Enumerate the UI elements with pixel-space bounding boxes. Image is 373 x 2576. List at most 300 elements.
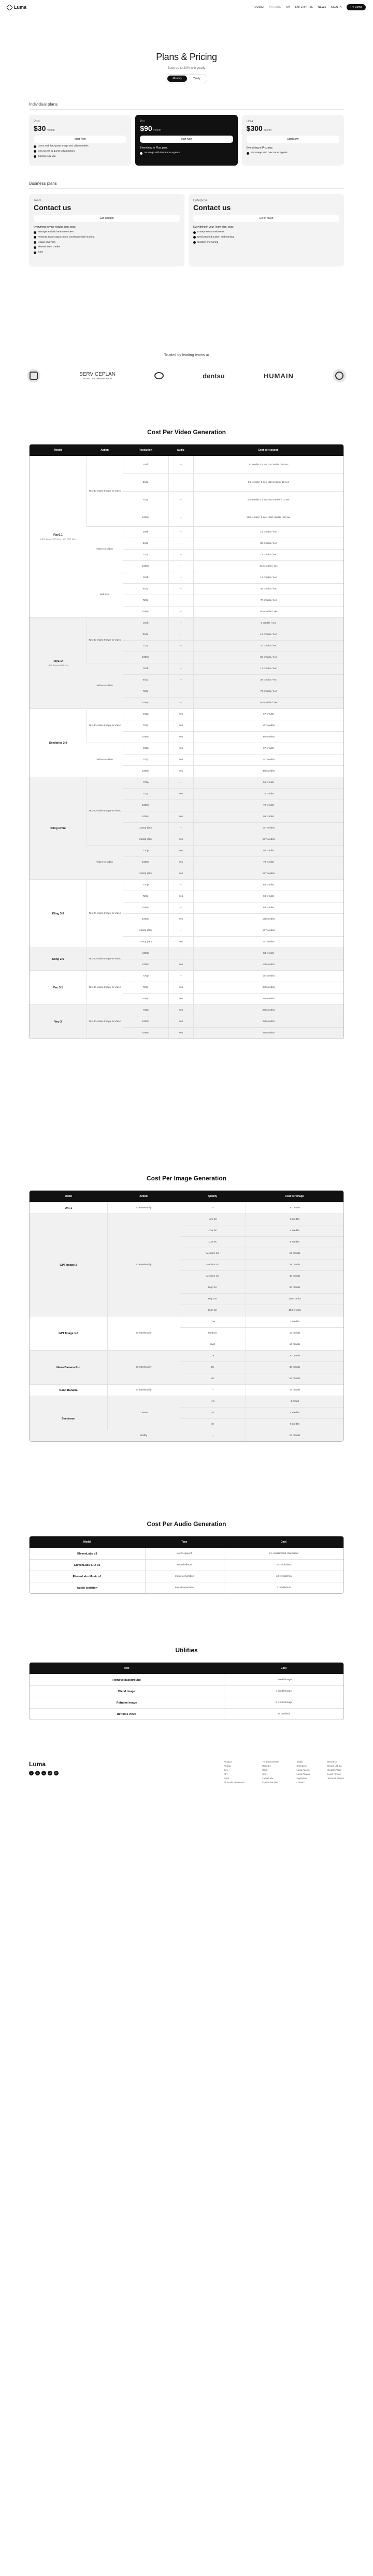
audio-cell: – (168, 640, 193, 652)
plan-tier: Enterprise (193, 199, 208, 202)
column-header: Quality (180, 1191, 246, 1202)
feature-text: Manage and add team members (38, 231, 74, 233)
quality-cell: 4K (180, 1418, 246, 1430)
feature-item (34, 251, 180, 254)
feature-text: Custom fine-tuning (197, 241, 219, 244)
audio-cell: – (168, 800, 193, 811)
footer-link[interactable]: Terms of Service (327, 1777, 344, 1780)
audio-cell: – (168, 686, 193, 697)
top-nav (0, 0, 373, 14)
feature-text: Shared team credits (38, 246, 60, 249)
check-icon (34, 241, 36, 244)
cost-cell: 197 credits (193, 822, 343, 834)
audio-cell: – (168, 629, 193, 640)
audio-cell: – (168, 970, 193, 982)
column-header: Cost per Image (246, 1191, 343, 1202)
cost-cell: 4 credits (246, 1407, 343, 1418)
model-name: Ray3.14 (52, 659, 64, 663)
table-row (30, 1384, 343, 1396)
resolution-cell: Draft (123, 617, 168, 629)
cost-cell: 3 credits (246, 1213, 343, 1225)
plan-note: Everything in Pro, plus: (246, 146, 274, 150)
footer-link[interactable]: Inspiration (296, 1777, 307, 1780)
quality-cell: – (180, 1430, 246, 1441)
quality-cell: – (180, 1384, 246, 1396)
resolution-cell: 540p (123, 473, 168, 491)
nav-news[interactable]: NEWS (318, 6, 326, 9)
cost-cell: 3 credits (246, 1316, 343, 1327)
nav-product[interactable]: PRODUCT (251, 6, 265, 9)
footer-link[interactable]: Ray3.14 (262, 1765, 271, 1767)
audio-cell: Yes (168, 1016, 193, 1027)
resolution-cell: 1080p (123, 765, 168, 777)
cost-cell: 288 credits (193, 1016, 343, 1027)
resolution-cell: 720p (123, 640, 168, 652)
cost-cell: 67 credits (193, 743, 343, 754)
column-header: Model (30, 1191, 107, 1202)
nav-sign-in[interactable]: SIGN IN (331, 6, 342, 9)
feature-item (140, 152, 233, 155)
check-icon (193, 241, 196, 244)
resolution-cell: 720p (123, 549, 168, 560)
plan-headline: Contact us (193, 203, 231, 212)
feature-item (193, 236, 339, 239)
footer-link[interactable]: Luma Photon (296, 1773, 310, 1775)
price-unit: /month (263, 129, 272, 132)
feature-item (34, 236, 180, 239)
model-cell (30, 617, 87, 708)
cost-cell: 198 credits (246, 1305, 343, 1316)
column-header: Cost (224, 1663, 343, 1674)
business-plans-title: Business plans (29, 181, 57, 186)
audio-cell: – (168, 526, 193, 538)
video-pricing-title: Cost Per Video Generation (147, 428, 226, 436)
audio-cell: – (168, 595, 193, 606)
cost-cell: 348 credits (193, 731, 343, 743)
value-cell: text-to-speech (145, 1548, 224, 1559)
cost-cell: 147 credits (193, 720, 343, 731)
cost-cell: 50 credits (193, 845, 343, 856)
social-links (29, 1771, 59, 1775)
value-cell: 21 credits/1000 characters (224, 1548, 343, 1559)
table-row (30, 708, 343, 720)
cost-cell: 60 credits / sec (193, 652, 343, 663)
resolution-cell: 720p (123, 982, 168, 993)
table-row (30, 1708, 343, 1720)
table-row (30, 1582, 343, 1593)
nav-enterprise[interactable]: ENTERPRISE (295, 6, 313, 9)
quality-cell: 1K (180, 1350, 246, 1361)
resolution-cell: 720p (123, 686, 168, 697)
quality-cell: 2K (180, 1407, 246, 1418)
resolution-cell: 720p (123, 788, 168, 800)
hero (0, 14, 373, 83)
social-in-icon[interactable]: in (41, 1771, 46, 1775)
footer-link[interactable]: Enterprise (296, 1765, 307, 1767)
resolution-cell: 1080p (123, 913, 168, 925)
audio-cell: – (168, 879, 193, 891)
model-cell (30, 1202, 107, 1213)
social-yt-icon[interactable]: YT (48, 1771, 52, 1775)
toggle-yearly[interactable]: Yearly (193, 77, 200, 80)
cost-cell: 38 credits / sec (193, 674, 343, 686)
resolution-cell: 480p (123, 708, 168, 720)
footer-link[interactable]: Try Luma Dream (262, 1760, 279, 1763)
mazda-logo-icon (154, 372, 164, 379)
resolution-cell: 720p (123, 970, 168, 982)
name-cell: ElevenLabs SFX v2 (30, 1559, 145, 1571)
model-name: Uni-1 (65, 1206, 72, 1210)
crest-logo-icon (333, 369, 346, 382)
check-icon (34, 251, 36, 254)
resolution-cell: 540p (123, 629, 168, 640)
model-cell (30, 1350, 107, 1384)
footer-column (224, 1760, 245, 1785)
cost-cell: 6 credits (246, 1236, 343, 1248)
model-name: Kling Omni (50, 826, 66, 830)
model-cell (30, 1004, 87, 1039)
business-cards (29, 194, 344, 267)
model-name: Nano Banana (59, 1388, 78, 1392)
resolution-cell: 1080p (123, 560, 168, 572)
quality-cell: 2K (180, 1361, 246, 1373)
image-pricing-table (29, 1190, 344, 1442)
audio-pricing-title: Cost Per Audio Generation (147, 1520, 226, 1528)
footer-link[interactable]: All Product Research (223, 1781, 245, 1784)
audio-cell: – (168, 509, 193, 526)
resolution-cell: 2160p (4K) (123, 834, 168, 845)
model-name: Nano Banana Pro (56, 1366, 80, 1369)
audio-cell: – (168, 902, 193, 913)
table-row (30, 1202, 343, 1213)
footer-link[interactable]: API (223, 1773, 227, 1775)
resolution-cell: 1080p (123, 731, 168, 743)
resolution-cell: 1080p (123, 652, 168, 663)
table-row (30, 1674, 343, 1685)
cost-cell: 288 credits (193, 1004, 343, 1016)
audio-cell: – (168, 925, 193, 936)
serviceplan-logo: SERVICEPLAN HOUSE OF COMMUNICATION (79, 372, 116, 380)
cost-cell: 30 credits (246, 1361, 343, 1373)
cost-cell: 30 credits (246, 1350, 343, 1361)
cost-cell: 96 credits (193, 891, 343, 902)
table-row (30, 777, 343, 788)
value-cell: 1 credit/image (224, 1685, 343, 1697)
feature-text: Enterprise commitments (197, 231, 224, 233)
check-icon (193, 236, 196, 239)
audio-cell: – (168, 697, 193, 708)
resolution-cell: 2160p (4K) (123, 868, 168, 879)
audio-cell: Yes (168, 982, 193, 993)
feature-text: Get access to guest collaborators (38, 150, 75, 153)
model-cell (30, 1213, 107, 1316)
action-cell: Modify (107, 1430, 180, 1441)
model-cell (30, 1396, 107, 1441)
footer-column (327, 1760, 344, 1785)
footer-link[interactable]: Ray3 (223, 1777, 229, 1780)
audio-cell: – (168, 456, 193, 473)
audio-cell: Yes (168, 868, 193, 879)
plan-headline: Contact us (34, 203, 71, 212)
social-ig-icon[interactable]: IG (35, 1771, 40, 1775)
cost-cell: 168 credits (193, 959, 343, 970)
value-cell: 26 credits/s (224, 1708, 343, 1720)
footer-link[interactable]: Ray3 (262, 1769, 268, 1771)
table-row (30, 1685, 343, 1697)
action-cell: Text-to-Video Image-to-Video (87, 970, 123, 1004)
price-unit: /month (47, 129, 55, 132)
business-card-enterprise (189, 194, 344, 267)
action-cell: Text-to-Video Image-to-Video (87, 1004, 123, 1039)
cost-cell: 72 credits / sec (193, 595, 343, 606)
cost-cell: 288 credits (193, 993, 343, 1004)
action-cell: Create/Modify (107, 1202, 180, 1213)
get-in-touch-button[interactable]: Get in touch (34, 215, 180, 222)
column-header: Model (30, 445, 87, 456)
cost-cell: 197 credits (193, 868, 343, 879)
page-subtitle: Save up to 20% with yearly (167, 67, 206, 70)
audio-cell: – (168, 777, 193, 788)
cost-cell: 30 credits (246, 1202, 343, 1213)
footer-link[interactable]: Dream Lab LA (327, 1765, 342, 1767)
footer-link[interactable]: Luma Agents (296, 1769, 310, 1771)
quality-cell: High (180, 1339, 246, 1350)
cost-cell: 70 credits (193, 788, 343, 800)
quality-cell: Medium 1K (180, 1248, 246, 1259)
feature-text: Projects, team organization, and team-wide sharing (38, 235, 95, 239)
table-row (30, 1316, 343, 1327)
cost-cell: 4 credits (246, 1225, 343, 1236)
audio-cell: – (168, 674, 193, 686)
model-name: Kling 2.6 (52, 957, 64, 961)
model-name: Seedance 2.0 (49, 741, 67, 745)
check-icon (34, 246, 36, 249)
cost-cell: 96 credits / 5 sec 192 credits / 10 sec (193, 473, 343, 491)
action-cell: Text-to-Video Image-to-Video (87, 879, 123, 948)
feature-text: 4x usage with Dev Luma Agents (144, 152, 180, 154)
plan-card-plus (29, 115, 131, 166)
dentsu-logo: dentsu (203, 372, 225, 380)
footer-link[interactable]: Creator Policy (327, 1769, 341, 1771)
audio-cell: Yes (168, 856, 193, 868)
audio-cell: Yes (168, 765, 193, 777)
footer-link[interactable]: Studio (296, 1760, 303, 1763)
action-cell: Create/Modify (107, 1384, 180, 1396)
start-now-button[interactable]: Start Now (34, 136, 126, 143)
quality-cell: Low 1K (180, 1213, 246, 1225)
footer-link[interactable]: Luma Labs (262, 1777, 274, 1780)
footer-link[interactable]: Uni-1 (262, 1773, 268, 1775)
feature-item (34, 150, 126, 153)
value-cell: 3 credits/min (224, 1582, 343, 1593)
column-header: Tool (30, 1663, 224, 1674)
table-row (30, 1213, 343, 1225)
toggle-monthly[interactable]: Monthly (167, 76, 187, 82)
audio-cell: – (168, 948, 193, 959)
quality-cell: High 4K (180, 1305, 246, 1316)
audio-cell: Yes (168, 845, 193, 856)
name-cell: ElevenLabs v3 (30, 1548, 145, 1559)
table-row (30, 456, 343, 473)
resolution-cell: 1080p (123, 811, 168, 822)
resolution-cell: Draft (123, 663, 168, 674)
model-name: GPT Image 2 (60, 1263, 77, 1267)
cost-cell: 12 credits / sec (193, 526, 343, 538)
get-in-touch-button[interactable]: Get in touch (193, 215, 339, 222)
cost-cell: 144 credits / sec (193, 697, 343, 708)
plan-price: $90 /month (140, 124, 161, 132)
cost-cell: 108 credits (246, 1293, 343, 1305)
brand-logo[interactable]: Luma (7, 5, 26, 10)
cost-cell: 6 credits / sec (193, 617, 343, 629)
audio-cell: Yes (168, 959, 193, 970)
model-cell (30, 948, 87, 970)
resolution-cell: 540p (123, 674, 168, 686)
cost-cell: 64 credits (193, 879, 343, 891)
cost-cell: 67 credits (193, 708, 343, 720)
cost-cell: 12 credits / 5 sec 24 credits / 10 sec (193, 456, 343, 473)
cost-cell: 60 credits (246, 1282, 343, 1293)
quality-cell: 1K (180, 1396, 246, 1407)
feature-text: Luma and third-party image and video models (38, 145, 89, 147)
value-cell: sound separation (145, 1582, 224, 1593)
social-tt-icon[interactable]: TT (54, 1771, 59, 1775)
resolution-cell: 1080p (123, 856, 168, 868)
feature-item (34, 231, 180, 234)
utilities-table (29, 1662, 344, 1720)
column-header: Cost per second (193, 445, 343, 456)
footer-link[interactable]: Careers (296, 1781, 305, 1784)
nav-api[interactable]: API (285, 6, 291, 9)
quality-cell: Low (180, 1316, 246, 1327)
quality-cell: Low 2K (180, 1225, 246, 1236)
cost-cell: 15 credits / sec (193, 629, 343, 640)
cost-cell: 50 credits (193, 777, 343, 788)
footer (0, 1760, 373, 1785)
resolution-cell: 1080p (123, 800, 168, 811)
footer-link[interactable]: Dream Machine (262, 1781, 278, 1784)
check-icon (34, 150, 36, 153)
quality-cell: 4K (180, 1373, 246, 1384)
cost-cell: 144 credits / sec (193, 560, 343, 572)
page-title: Plans & Pricing (156, 52, 217, 62)
cost-cell: 900 credits / 5 sec 1800 credits / 10 sec (193, 509, 343, 526)
cost-cell: 144 credits / sec (193, 606, 343, 617)
quality-cell: Low 4K (180, 1236, 246, 1248)
plan-tier: Team (34, 199, 41, 202)
value-cell: 1 credit/image (224, 1674, 343, 1685)
resolution-cell: 2160p (4K) (123, 936, 168, 948)
plan-note: Everything in Plus, plus: (140, 146, 168, 150)
video-pricing (0, 428, 373, 1039)
nav-pricing[interactable]: PRICING (269, 6, 281, 9)
audio-cell: Yes (168, 834, 193, 845)
luma-logo-icon (6, 4, 13, 11)
audio-cell: Yes (168, 1027, 193, 1039)
name-cell: Reframe image (30, 1697, 224, 1708)
audio-cell: – (168, 491, 193, 509)
resolution-cell: 1080p (123, 1027, 168, 1039)
resolution-cell: 2160p (4K) (123, 925, 168, 936)
table-row (30, 1697, 343, 1708)
value-cell: sound effects (145, 1559, 224, 1571)
brand-logos (0, 365, 373, 386)
business-plans (0, 181, 373, 267)
footer-link[interactable]: Pricing (223, 1765, 231, 1767)
action-cell: Video-to-Video (87, 526, 123, 572)
price-unit: /month (153, 129, 161, 132)
audio-cell: Yes (168, 1004, 193, 1016)
table-row (30, 1571, 343, 1582)
name-cell: Reframe video (30, 1708, 224, 1720)
cost-cell: 12 credits (246, 1327, 343, 1339)
resolution-cell: 1080p (123, 993, 168, 1004)
cost-cell: 64 credits (246, 1339, 343, 1350)
resolution-cell: 720p (123, 720, 168, 731)
start-now-button[interactable]: Start Now (140, 136, 233, 143)
action-cell: Create/Modify (107, 1213, 180, 1316)
audio-cell: Yes (168, 811, 193, 822)
table-row (30, 1559, 343, 1571)
footer-link[interactable]: Research (327, 1760, 337, 1763)
audio-pricing (0, 1520, 373, 1594)
cost-cell: 16 credits (246, 1248, 343, 1259)
footer-link[interactable]: Dev (223, 1769, 228, 1771)
feature-text: SSO (38, 251, 44, 254)
audio-cell: Yes (168, 731, 193, 743)
column-header: Audio (168, 445, 193, 456)
name-cell: ElevenLabs Music v1 (30, 1571, 145, 1582)
table-row (30, 1350, 343, 1361)
table-row (30, 1548, 343, 1559)
action-cell: Reframe (87, 572, 123, 617)
social-x-icon[interactable]: X (29, 1771, 34, 1775)
quality-cell: Medium (180, 1327, 246, 1339)
column-header: Model (30, 1536, 145, 1548)
divider (29, 188, 344, 189)
cost-cell: 84 credits (193, 948, 343, 959)
model-name: GPT Image 1.5 (59, 1331, 78, 1335)
try-luma-button[interactable]: Try Luma (347, 4, 366, 10)
action-cell: Text-to-Video Image-to-Video (87, 456, 123, 526)
quality-cell: High 2K (180, 1293, 246, 1305)
plan-card-ultra (242, 115, 344, 166)
audio-cell: Yes (168, 754, 193, 765)
image-pricing-title: Cost Per Image Generation (146, 1175, 227, 1182)
footer-link[interactable]: Product (223, 1760, 232, 1763)
plan-price: $30 /month (34, 124, 55, 132)
quality-cell: – (180, 1202, 246, 1213)
audio-cell: Yes (168, 788, 193, 800)
action-cell: Create (107, 1396, 180, 1430)
footer-logo[interactable]: Luma (29, 1760, 46, 1768)
cost-cell: 48 credits (246, 1270, 343, 1282)
cost-cell: 8 credits (246, 1418, 343, 1430)
action-cell: Text-to-Video Image-to-Video (87, 948, 123, 970)
feature-text: 15x usage with Dev Luma Agents (250, 152, 288, 154)
model-cell (30, 879, 87, 948)
resolution-cell: 720p (123, 595, 168, 606)
model-cell (30, 1316, 107, 1350)
model-cell (30, 777, 87, 879)
check-icon (34, 145, 36, 148)
table-row (30, 879, 343, 891)
table-row (30, 1396, 343, 1407)
seal-logo-icon (27, 369, 40, 382)
resolution-cell: 1080p (123, 1016, 168, 1027)
start-now-button[interactable]: Start Now (247, 136, 339, 143)
footer-link[interactable]: Luma Privacy (327, 1773, 341, 1775)
